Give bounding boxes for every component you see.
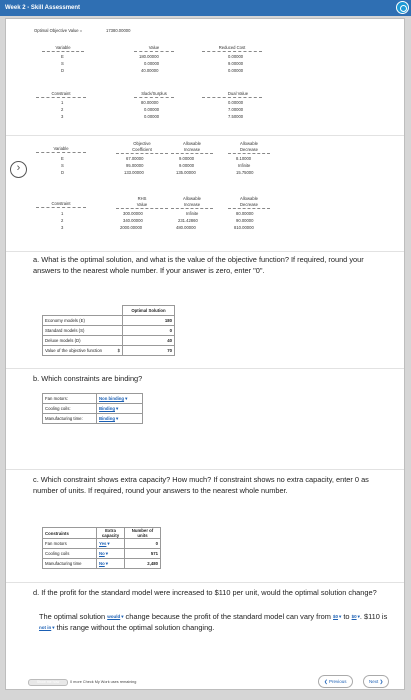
col-increase: Increase [183,147,201,152]
col-number-units: Number of units [125,528,161,539]
sentence-part: . $110 is [359,612,388,622]
con-dual: 0.00000 [228,100,244,105]
col-variable: Variable [53,146,69,151]
con-name: 2 [61,107,64,112]
binding-dropdown-coils[interactable]: Binding ▾ [99,406,118,411]
rhs-dec: 90.00000 [236,218,254,223]
obj-name: D [61,170,65,175]
question-c-text: c. Which constraint shows extra capacity? How much? If constraint shows no extra capacity, enter 0 as number of units. If required, round your answers to the nearest whole number. [33,475,369,495]
row-label: Economy models (E) [43,316,123,326]
units-input-time[interactable]: 2,480 [125,559,161,569]
col-value: Value [136,202,148,207]
range-low-dropdown[interactable]: $0 ▾ [333,612,341,623]
expand-chevron-icon[interactable]: › [10,161,27,178]
obj-dec: 8.10000 [236,156,252,161]
obj-name: E [61,156,64,161]
sentence-part: to [343,612,350,622]
optimal-objective-value: 17380.00000 [106,28,131,33]
help-icon[interactable] [396,1,409,14]
col-allowable-inc: Allowable [183,196,201,201]
extra-dropdown-time[interactable]: No ▾ [99,561,108,566]
obj-name: S [61,163,64,168]
objective-ranging-table [6,141,405,191]
row-label: Standard models (S) [43,326,123,336]
var-value: 180.00000 [139,54,159,59]
var-value: 0.00000 [144,61,160,66]
var-cost: 9.00000 [228,61,244,66]
binding-table [42,393,143,424]
obj-dec: Infinite [238,163,251,168]
var-value: 40.00000 [141,68,159,73]
constraint-table [6,91,405,136]
table-row [43,414,143,424]
question-d-text: d. If the profit for the standard model were increased to $110 per unit, would the optimal solution change? [33,588,377,597]
rhs-ranging-table [6,196,405,246]
window-title: Week 2 - Skill Assessment [5,5,81,11]
table-row [43,404,143,414]
range-high-dropdown[interactable]: $0 ▾ [352,612,360,623]
col-decrease: Decrease [240,202,258,207]
currency-prefix: $ [117,348,120,353]
col-constraints: Constraints [43,528,97,539]
col-extra-capacity: Extra capacity [97,528,125,539]
table-row [43,559,161,569]
binding-dropdown-fan[interactable]: Non binding ▾ [99,396,127,401]
col-decrease: Decrease [240,147,258,152]
col-objective: Objective [133,141,151,146]
row-label: Fan motors [43,539,97,549]
answer-input-e[interactable]: 180 [123,316,175,326]
assessment-panel [5,18,405,690]
extra-capacity-table [42,527,161,569]
next-label: Next [369,679,379,684]
binding-dropdown-time[interactable]: Binding ▾ [99,416,118,421]
con-dual: 7.50000 [228,114,244,119]
in-range-dropdown[interactable]: not in ▾ [39,623,55,634]
col-rhs: RHS [137,196,147,201]
obj-inc: 9.00000 [179,156,195,161]
col-reduced-cost: Reduced Cost [218,45,246,50]
row-label-text: Value of the objective function [45,348,103,353]
col-allowable-dec: Allowable [240,196,258,201]
row-label: Cooling coils [43,549,97,559]
optimal-solution-table [42,305,175,356]
var-name: E [61,54,64,59]
table-row [43,336,175,346]
variable-table [6,45,405,90]
question-a-text: a. What is the optimal solution, and what is the value of the objective function? If required, round your answers to the nearest whole number. If your answer is zero, enter "0". [33,255,364,275]
row-label: Manufacturing time [43,559,97,569]
col-allowable-inc: Allowable [183,141,201,146]
col-coefficient: Coefficient [132,147,152,152]
rhs-inc: 480.00000 [176,225,196,230]
col-value: Value [148,45,160,50]
answer-input-objective[interactable]: 70 [123,346,175,356]
con-name: 3 [61,114,64,119]
col-dual: Dual Value [227,91,249,96]
answer-input-d[interactable]: 40 [123,336,175,346]
rhs-value: 2000.00000 [120,225,143,230]
question-b-text: b. Which constraints are binding? [33,374,143,383]
show-me-how-button[interactable]: Show me how [28,679,68,686]
con-name: 1 [61,100,64,105]
answer-input-s[interactable]: 0 [123,326,175,336]
rhs-name: 3 [61,225,64,230]
window-title-bar [0,0,411,16]
obj-inc: 135.00000 [176,170,196,175]
row-label [43,346,123,356]
extra-dropdown-coils[interactable]: No ▾ [99,551,108,556]
obj-coef: 133.00000 [124,170,144,175]
rhs-name: 1 [61,211,64,216]
var-cost: 0.00000 [228,54,244,59]
rhs-value: 300.00000 [123,211,143,216]
con-dual: 7.00000 [228,107,244,112]
would-dropdown[interactable]: would ▾ [107,612,123,623]
optimal-solution-header: Optimal Solution [123,306,175,316]
var-name: S [61,61,64,66]
col-allowable-dec: Allowable [240,141,258,146]
extra-dropdown-fan[interactable]: Yes ▾ [99,541,110,546]
con-slack: 80.00000 [141,100,159,105]
table-row [43,394,143,404]
var-cost: 0.00000 [228,68,244,73]
sentence-part: change because the profit of the standard model can vary from [125,612,331,622]
row-label: Cooling coils: [43,404,97,414]
col-variable: Variable [55,45,71,50]
question-d-sentence [39,612,391,633]
obj-coef: 67.00000 [126,156,144,161]
units-input-fan[interactable]: 0 [125,539,161,549]
rhs-inc: 231.42860 [178,218,198,223]
rhs-name: 2 [61,218,64,223]
rhs-value: 340.00000 [123,218,143,223]
obj-coef: 95.00000 [126,163,144,168]
previous-button[interactable] [318,675,353,688]
rhs-inc: Infinite [186,211,199,216]
col-slack: Slack/Surplus [141,91,167,96]
chevron-left-icon: ❮ [324,679,328,684]
table-row [43,326,175,336]
col-constraint: Constraint [51,91,71,96]
var-name: D [61,68,65,73]
col-constraint: Constraint [51,201,71,206]
row-label: Manufacturing time: [43,414,97,424]
rhs-dec: 810.00000 [234,225,254,230]
table-row [43,539,161,549]
optimal-objective-label: Optimal Objective Value = [34,28,83,33]
units-input-coils[interactable]: 571 [125,549,161,559]
rhs-dec: 80.00000 [236,211,254,216]
con-slack: 0.00000 [144,107,160,112]
obj-dec: 15.75000 [236,170,254,175]
check-work-remaining: 0 more Check My Work uses remaining [70,680,137,684]
row-label: Deluxe models (D) [43,336,123,346]
con-slack: 0.00000 [144,114,160,119]
obj-inc: 9.00000 [179,163,195,168]
previous-label: Previous [329,679,347,684]
chevron-right-icon: ❯ [379,679,384,684]
row-label: Fan motors: [43,394,97,404]
col-increase: Increase [183,202,201,207]
sentence-part: this range without the optimal solution changing. [56,622,215,632]
table-row [43,549,161,559]
table-row [43,346,175,356]
footer [6,669,405,690]
sentence-part: The optimal solution [39,612,106,622]
next-button[interactable] [363,675,389,688]
table-row [43,316,175,326]
